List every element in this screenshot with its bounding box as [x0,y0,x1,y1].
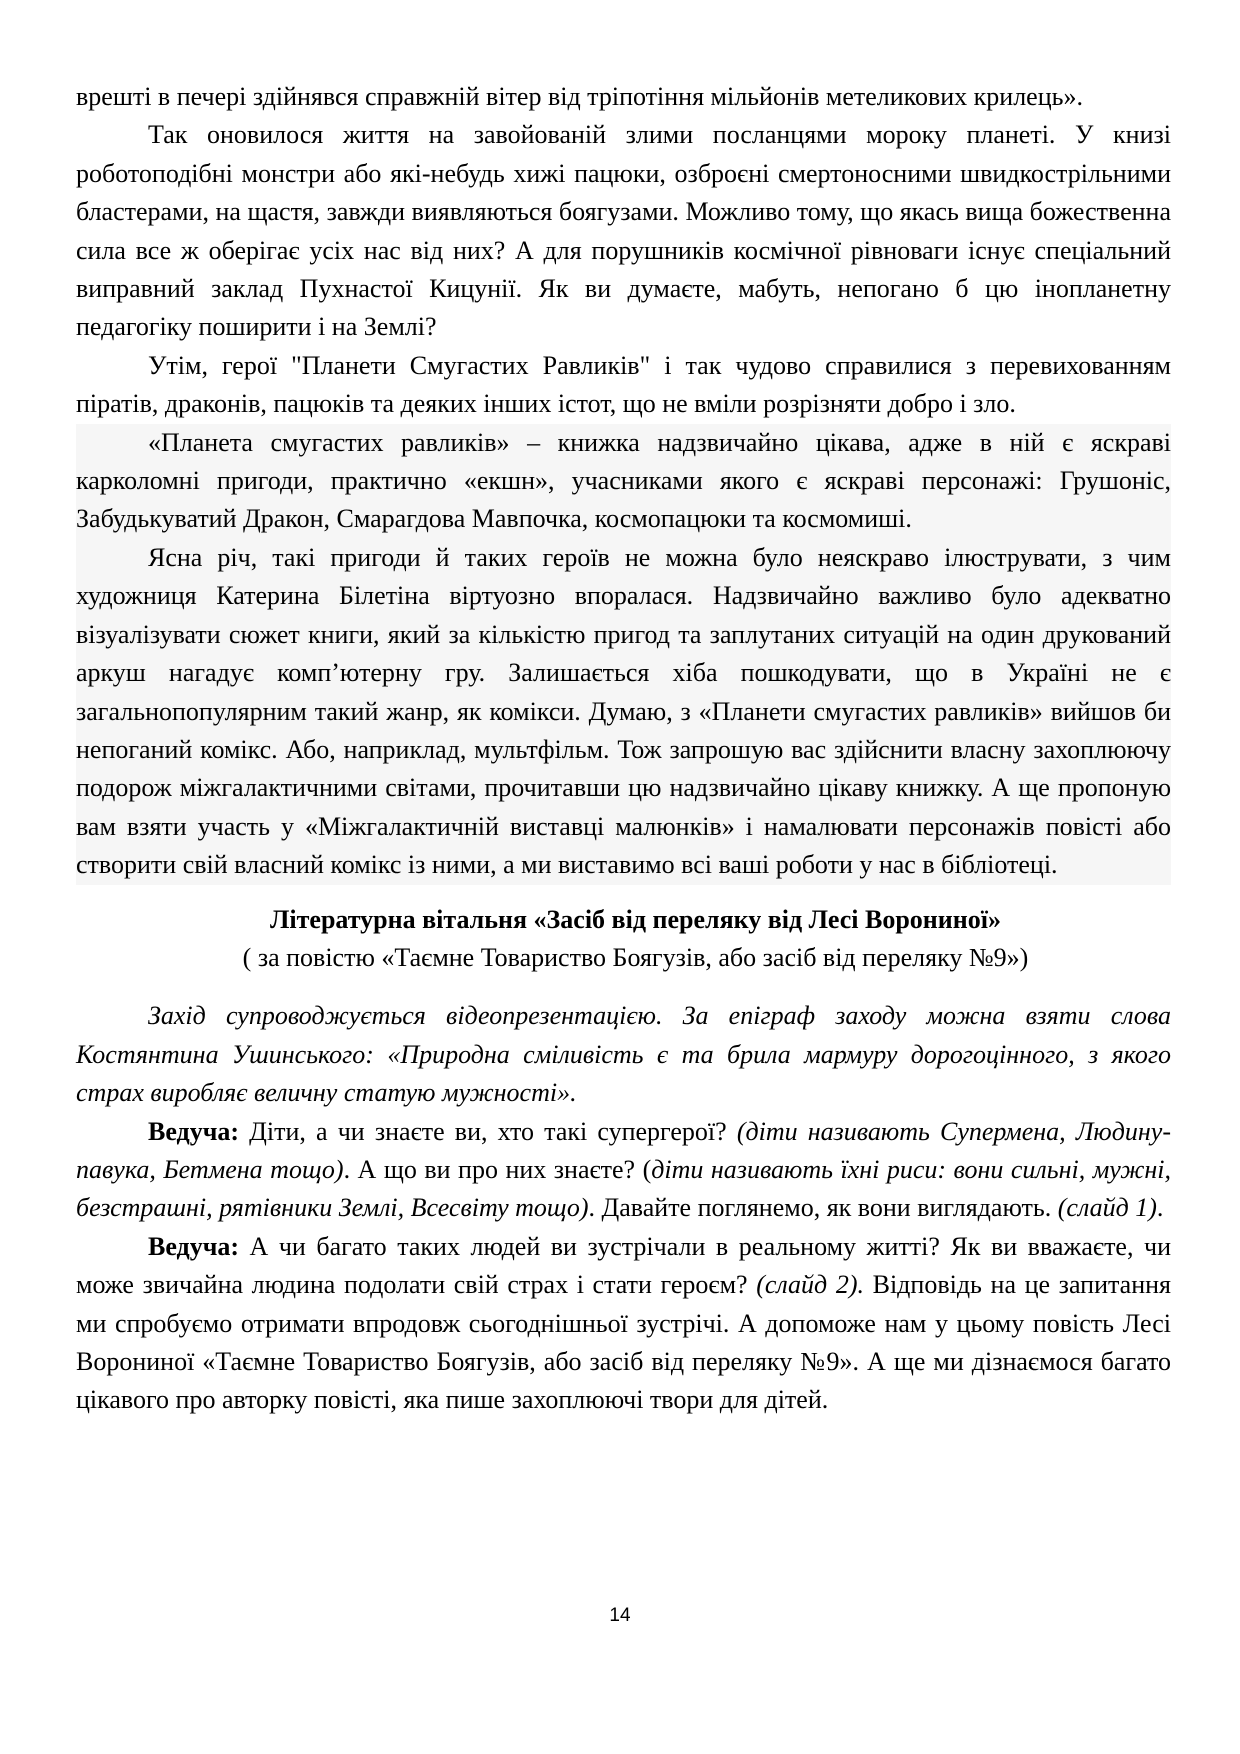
section-title: Літературна вітальня «Засіб від переляку від Лесі Ворониної» [270,904,1001,934]
paragraph-continuation: врешті в печері здійнявся справжній вітер від тріпотіння мільйонів метеликових крилець». [76,82,1083,111]
stage-direction: діти називають їхні риси: вони сильні, мужні, безстрашні, рятівники Землі, Всесвіту тощо) [76,1154,1172,1223]
dialogue-paragraph-1 [76,1113,1171,1228]
slide-reference: (слайд 1) [1057,1193,1157,1223]
slide-reference: (слайд 2). [756,1270,864,1300]
event-intro: Захід супроводжується відеопрезентацією. За епіграф заходу можна взяти слова Костянтина Ушинського: «Природна сміливість є та брила мармуру дорогоцінного, з якого страх виробляє величну статую мужності». [76,1001,1171,1108]
dialogue-text: . Давайте поглянемо, як вони виглядають. [588,1193,1058,1223]
paragraph-illustrations: Ясна річ, такі пригоди й таких героїв не можна було неяскраво ілюструвати, з чим художниця Катерина Білетіна віртуозно впоралася. Надзвичайно важливо було адекватно візуалізувати сюжет книги, який за кількістю пригод та заплутаних ситуацій на один друкований аркуш нагадує комп’ютерну гру. Залишається хіба пошкодувати, що в Україні не є загальнопопулярним такий жанр, як комікси. Думаю, з «Планети смугастих равликів» вийшов би непоганий комікс. Або, наприклад, мультфільм. Тож запрошую вас здійснити власну захоплюючу подорож міжгалактичними світами, прочитавши цю надзвичайно цікаву книжку. А ще пропоную вам взяти участь у «Міжгалактичній виставці малюнків» і намалювати персонажів повісті або створити свій власний комікс із ними, а ми виставимо всі ваші роботи у нас в бібліотеці. [76,542,1171,880]
paragraph-book-review: «Планета смугастих равликів» – книжка надзвичайно цікава, адже в ній є яскраві карколомні пригоди, практично «екшн», учасниками якого є яскраві персонажі: Грушоніс, Забудькуватий Дракон, Смарагдова Мавпочка, космопацюки та космомиші. [76,427,1171,534]
dialogue-text: Діти, а чи знаєте ви, хто такі супергерої? [239,1116,737,1146]
paragraph-planet-life: Так оновилося життя на завойованій злими посланцями мороку планеті. У книзі роботоподібні монстри або які-небудь хижі пацюки, озброєні смертоносними швидкострільними бластерами, на щастя, завжди виявляються боягузами. Можливо тому, що якась вища божественна сила все ж оберігає усіх нас від них? А для порушників космічної рівноваги існує спеціальний виправний заклад Пухнастої Кицунії. Як ви думаєте, мабуть, непогано б цю інопланетну педагогіку поширити і на Землі? [76,120,1171,342]
dialogue-text: Відповідь на це запитання ми спробуємо отримати впродовж сьогоднішньої зустрічі. А допоможе нам у цьому повість Лесі Ворониної «Таємне Товариство Боягузів, або засіб від переляку №9». А ще ми дізнаємося багато цікавого про авторку повісті, яка пише захоплюючі твори для дітей. [76,1270,1171,1415]
dialogue-text: А чи багато таких людей ви зустрічали в реальному житті? Як ви вважаєте, чи може звичайна людина подолати свій страх і стати героєм? [76,1231,1171,1300]
dialogue-paragraph-2 [76,1228,1171,1420]
dialogue-text: . А що ви про них знаєте? ( [343,1154,652,1184]
page-number: 14 [609,1605,631,1626]
dialogue-text: . [1156,1193,1164,1223]
section-subtitle: ( за повістю «Таємне Товариство Боягузів, або засіб від переляку №9») [242,942,1029,972]
speaker-label: Ведуча: [148,1116,240,1146]
stage-direction: (діти називають Супермена, Людину-павука, Бетмена тощо) [76,1116,1172,1184]
paragraph-heroes: Утім, герої "Планети Смугастих Равликів" і так чудово справилися з перевихованням піратів, драконів, пацюків та деяких інших істот, що не вміли розрізняти добро і зло. [76,350,1171,419]
speaker-label: Ведуча: [148,1231,240,1261]
shaded-text-block [76,424,1171,885]
